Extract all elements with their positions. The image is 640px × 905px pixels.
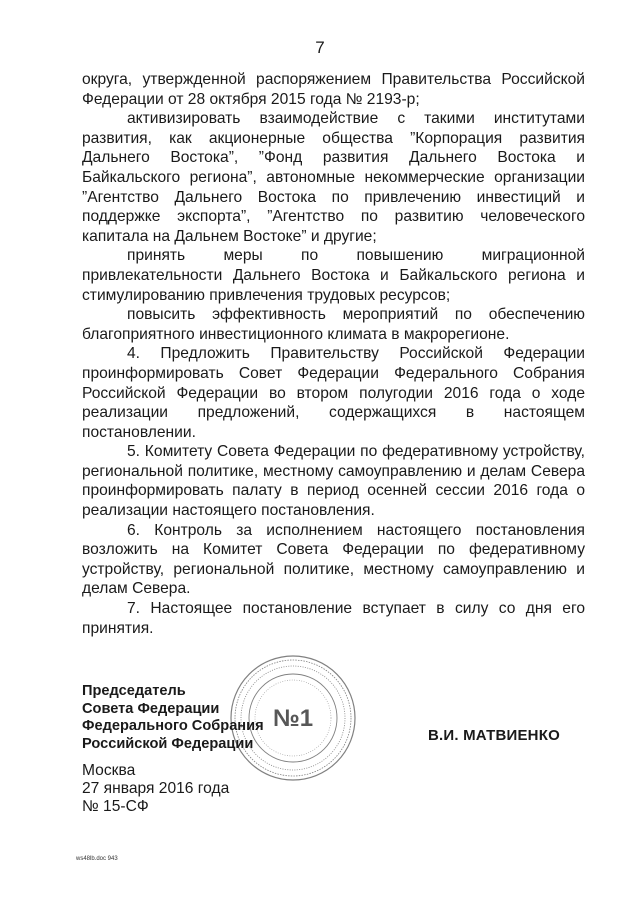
signatory-title-line: Российской Федерации <box>82 735 254 752</box>
place: Москва <box>82 762 136 779</box>
signatory-title-line: Совета Федерации <box>82 700 220 717</box>
signatory-name: В.И. МАТВИЕНКО <box>428 727 560 744</box>
signatory-title-line: Председатель <box>82 683 186 699</box>
paragraph: 6. Контроль за исполнением настоящего постановления возложить на Комитет Совета Федерации по федеративному устройству, региональной политике, местному самоуправлению и делам Севера. <box>82 521 585 598</box>
paragraph: 4. Предложить Правительству Российской Федерации проинформировать Совет Федерации Федерального Собрания Российской Федерации во втором полугодии 2016 года о ходе реализации предложений, содержащихся в настоящем постановлении. <box>82 345 585 441</box>
signatory-title-line: Федерального Собрания <box>82 718 264 734</box>
document-number: № 15-СФ <box>82 798 149 815</box>
signature-block <box>82 683 264 753</box>
place-and-date <box>82 762 229 816</box>
file-identifier: ws48lb.doc 943 <box>76 856 118 862</box>
date: 27 января 2016 года <box>82 780 230 797</box>
document-body <box>82 70 585 638</box>
seal-number: №1 <box>272 705 314 732</box>
paragraph: округа, утвержденной распоряжением Правительства Российской Федерации от 28 октября 2015 года № 2193-р; <box>82 71 585 108</box>
paragraph: 5. Комитету Совета Федерации по федеративному устройству, региональной политике, местному самоуправлению и делам Севера проинформировать палату в период осенней сессии 2016 года о реализации настоящего постановления. <box>82 443 585 520</box>
paragraph: 7. Настоящее постановление вступает в силу со дня его принятия. <box>82 600 585 637</box>
paragraph: активизировать взаимодействие с такими институтами развития, как акционерные общества ”Корпорация развития Дальнего Востока”, ”Фонд развития Дальнего Востока и Байкальского региона”, автономные некоммерческие организации ”Агентство Дальнего Востока по привлечению инвестиций и поддержке экспорта”, ”Агентство по развитию человеческого капитала на Дальнем Востоке” и другие; <box>82 110 585 245</box>
page-number: 7 <box>315 38 325 57</box>
paragraph: принять меры по повышению миграционной привлекательности Дальнего Востока и Байкальского региона и стимулированию привлечения трудовых ресурсов; <box>82 247 585 304</box>
paragraph: повысить эффективность мероприятий по обеспечению благоприятного инвестиционного климата в макрорегионе. <box>82 306 585 343</box>
